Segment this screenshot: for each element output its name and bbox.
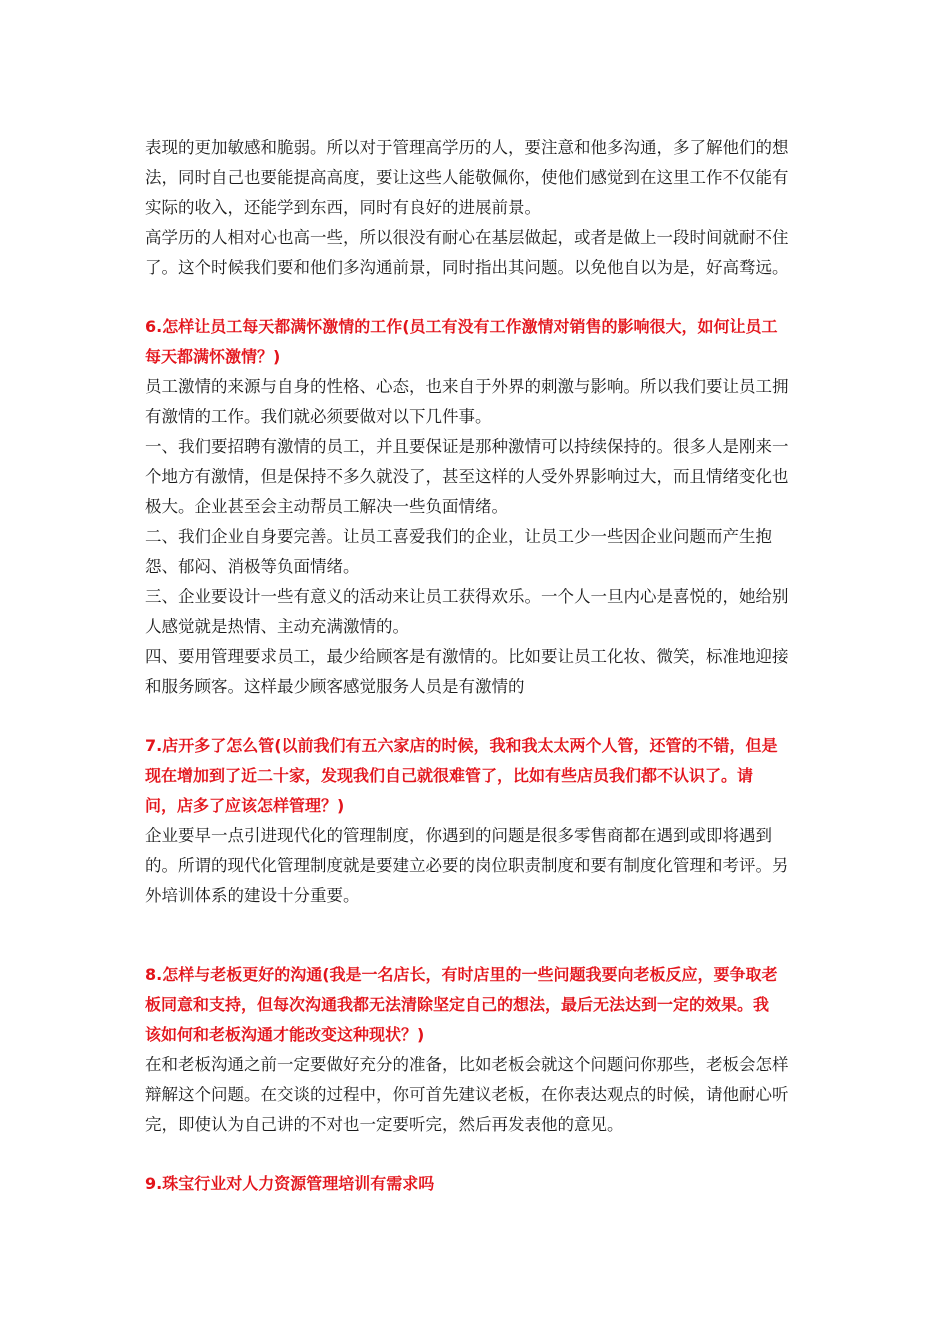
section-heading: 问，店多了应该怎样管理？)	[145, 796, 345, 815]
section-body-line: 怨、郁闷、消极等负面情绪。	[145, 557, 360, 576]
section-heading: 6.怎样让员工每天都满怀激情的工作(员工有没有工作激情对销售的影响很大，如何让员工	[145, 317, 778, 336]
section-body-line: 四、要用管理要求员工，最少给顾客是有激情的。比如要让员工化妆、微笑，标准地迎接	[145, 647, 789, 666]
section-body-line: 个地方有激情，但是保持不多久就没了，甚至这样的人受外界影响过大，而且情绪变化也	[145, 467, 789, 486]
section-heading: 现在增加到了近二十家，发现我们自己就很难管了，比如有些店员我们都不认识了。请	[145, 766, 754, 785]
section-body-line: 完，即使认为自己讲的不对也一定要听完，然后再发表他的意见。	[145, 1115, 624, 1134]
section-heading: 8.怎样与老板更好的沟通(我是一名店长，有时店里的一些问题我要向老板反应，要争取老	[145, 965, 778, 984]
section-heading: 该如何和老板沟通才能改变这种现状？)	[145, 1025, 425, 1044]
section-body-line: 极大。企业甚至会主动帮员工解决一些负面情绪。	[145, 497, 508, 516]
section-body-line: 有激情的工作。我们就必须要做对以下几件事。	[145, 407, 492, 426]
section-body-line: 外培训体系的建设十分重要。	[145, 886, 360, 905]
intro-line: 高学历的人相对心也高一些，所以很没有耐心在基层做起，或者是做上一段时间就耐不住	[145, 228, 789, 247]
section-body-line: 辩解这个问题。在交谈的过程中，你可首先建议老板，在你表达观点的时候，请他耐心听	[145, 1085, 789, 1104]
section-body-line: 三、企业要设计一些有意义的活动来让员工获得欢乐。一个人一旦内心是喜悦的，她给别	[145, 587, 789, 606]
section-body-line: 员工激情的来源与自身的性格、心态，也来自于外界的刺激与影响。所以我们要让员工拥	[145, 377, 789, 396]
section-heading: 7.店开多了怎么管(以前我们有五六家店的时候，我和我太太两个人管，还管的不错，但是	[145, 736, 778, 755]
section-body-line: 在和老板沟通之前一定要做好充分的准备，比如老板会就这个问题问你那些，老板会怎样	[145, 1055, 789, 1074]
section-heading: 9.珠宝行业对人力资源管理培训有需求吗	[145, 1174, 435, 1193]
section-body-line: 的。所谓的现代化管理制度就是要建立必要的岗位职责制度和要有制度化管理和考评。另	[145, 856, 789, 875]
section-body-line: 一、我们要招聘有激情的员工，并且要保证是那种激情可以持续保持的。很多人是刚来一	[145, 437, 789, 456]
section-heading: 板同意和支持，但每次沟通我都无法清除坚定自己的想法，最后无法达到一定的效果。我	[145, 995, 770, 1014]
section-heading: 每天都满怀激情？)	[145, 347, 281, 366]
section-body-line: 二、我们企业自身要完善。让员工喜爱我们的企业，让员工少一些因企业问题而产生抱	[145, 527, 772, 546]
intro-line: 法，同时自己也要能提高高度，要让这些人能敬佩你，使他们感觉到在这里工作不仅能有	[145, 168, 789, 187]
intro-line: 表现的更加敏感和脆弱。所以对于管理高学历的人，要注意和他多沟通，多了解他们的想	[145, 138, 789, 157]
section-body-line: 和服务顾客。这样最少顾客感觉服务人员是有激情的	[145, 677, 525, 696]
section-body-line: 企业要早一点引进现代化的管理制度，你遇到的问题是很多零售商都在遇到或即将遇到	[145, 826, 772, 845]
intro-line: 了。这个时候我们要和他们多沟通前景，同时指出其问题。以免他自以为是，好高骛远。	[145, 258, 789, 277]
intro-line: 实际的收入，还能学到东西，同时有良好的进展前景。	[145, 198, 541, 217]
section-body-line: 人感觉就是热情、主动充满激情的。	[145, 617, 409, 636]
